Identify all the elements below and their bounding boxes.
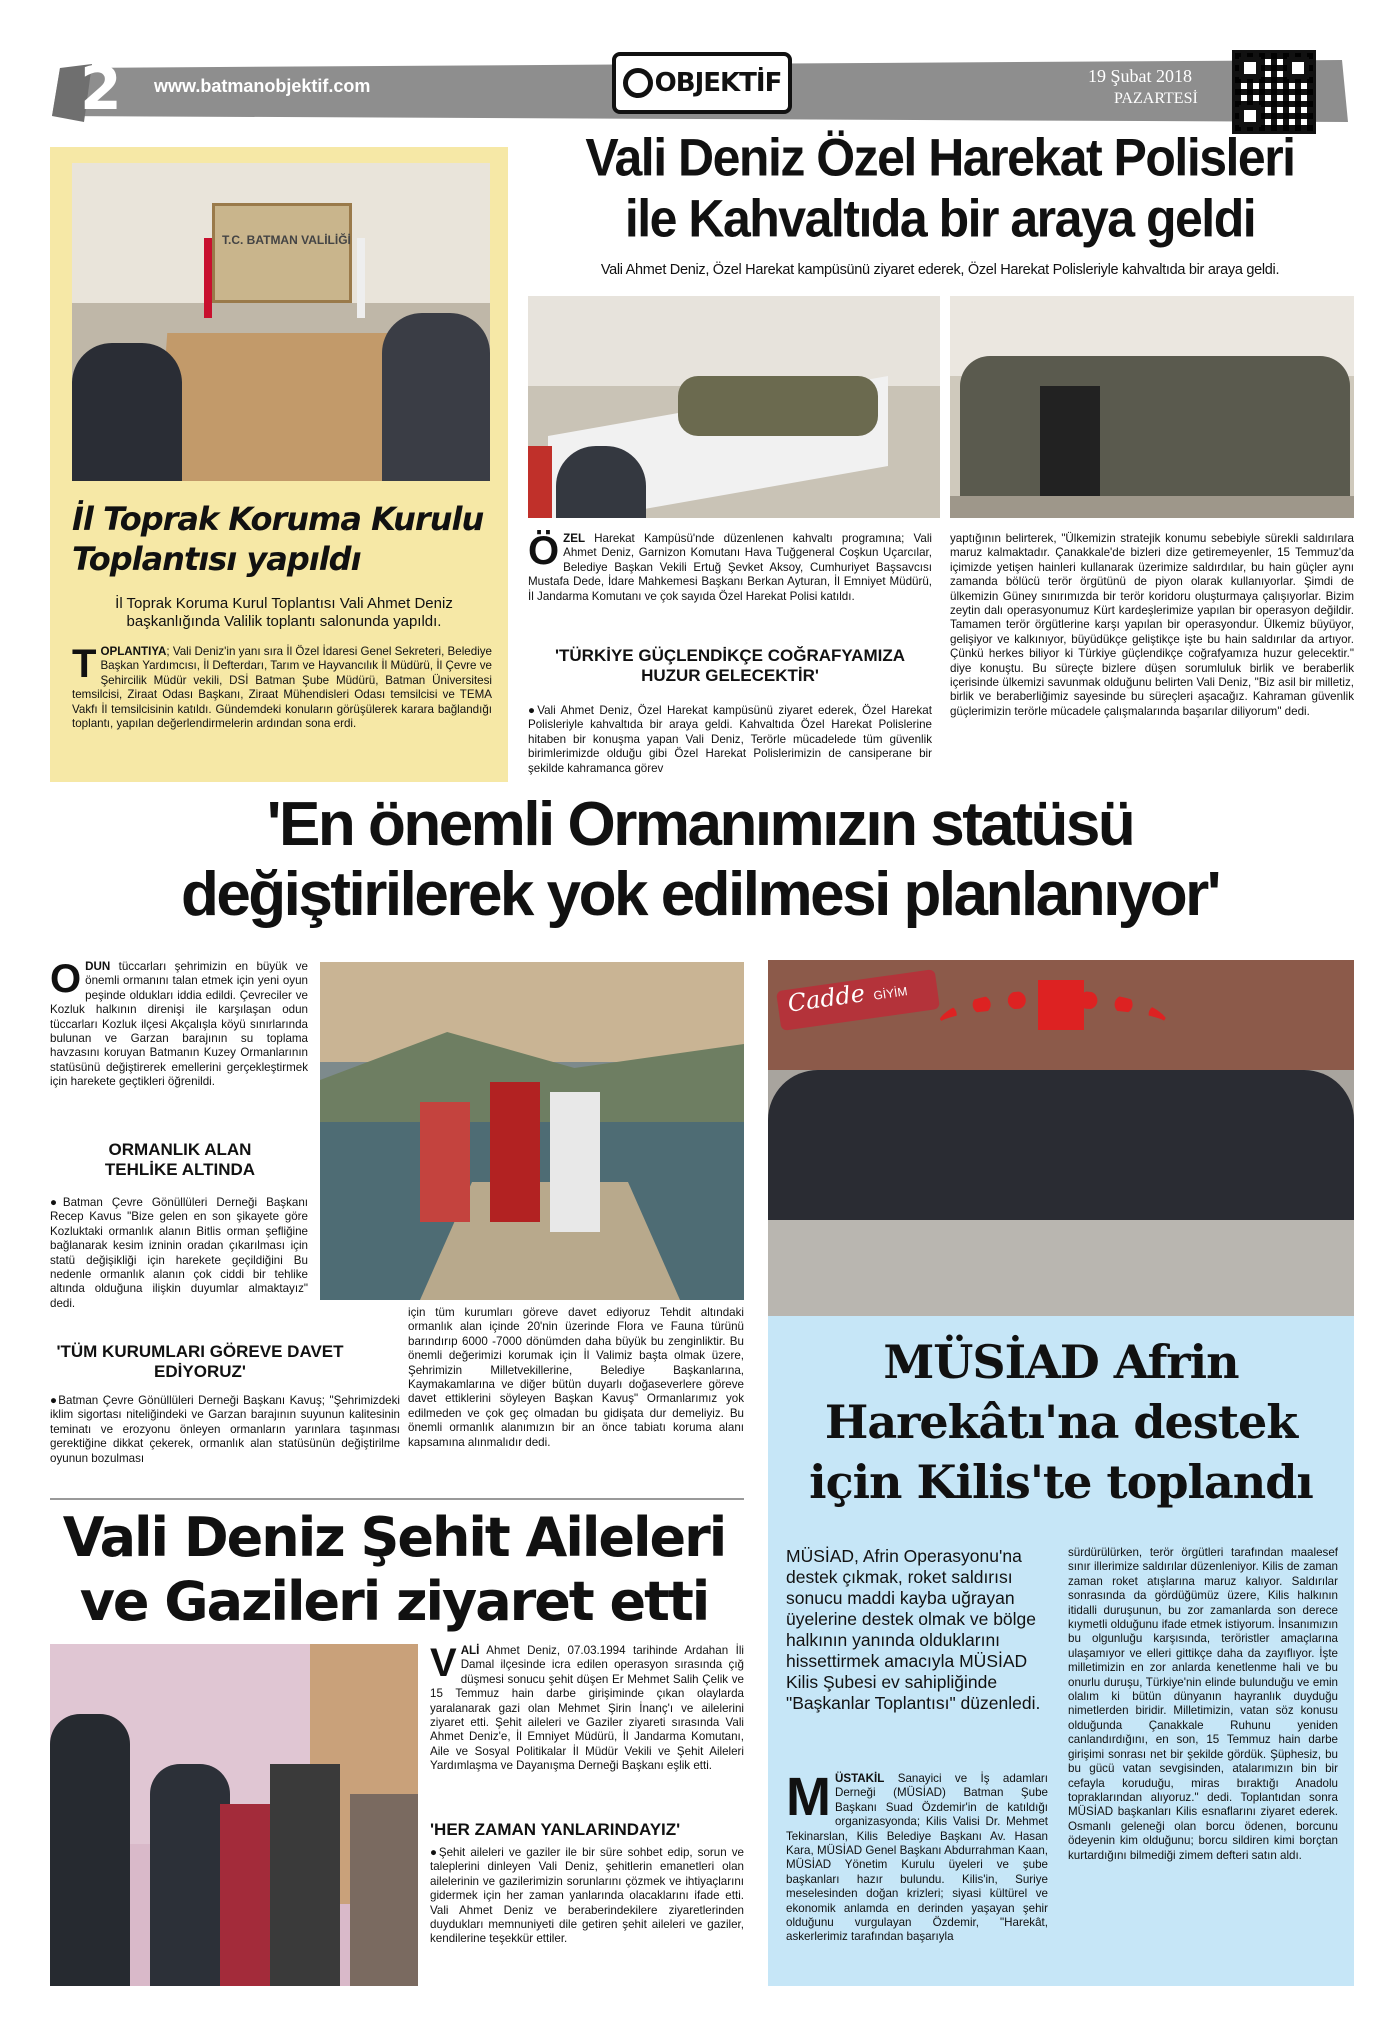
toprak-headline: İl Toprak Koruma Kurulu Toplantısı yapıldı <box>72 500 484 578</box>
toprak-meeting-photo <box>72 163 490 481</box>
toprak-body: TOPLANTIYA; Vali Deniz'in yanı sıra İl Özel İdaresi Genel Sekreteri, Belediye Başkan Yardımcısı, İl Defterdarı, Tarım ve Hayvancılık İl Müdürü, İl Çevre ve Şehircilik Müdür vekili, DSİ Batman Şube Müdürü, Batman Üniversitesi temsilcisi, Ziraat Odası Başkanı, Ziraat Mühendisleri Odası temsilcisi ve TEMA Vakfı İl temsilcisinin katıldı. Gündemdeki konuların görüşülerek karara bağlandığı toplantı, yapılan değerlendirmelerin ardından sona erdi. <box>72 642 492 731</box>
ozel-body2: yaptığının belirterek, "Ülkemizin stratejik konumu sebebiyle sürekli saldırılara maruz kalmaktadır. Çanakkale'de bizleri dize getiremeyenler, 15 Temmuz'da içimizde yetişen hainleri kullanarak üzerimize saldırdılar, bu hain güçler aynı zamanda bölücü terör örgütünü de piyon olarak kullanıyorlar. Şimdi de ülkemizin Güney sınırımızda bir terör koridoru oluşturmaya çalışıyorlar. Bizim zeytin dalı operasyonumuz Kürt kardeşlerimize yapılan bir operasyon değildir. Tamamen terör örgütlerine karşı yapılan bir operasyondur. Ülkemiz büyüyor, gelişiyor ve kalkınıyor, büyüdükçe geliştikçe işte bu hain saldırılar da artıyor. Çünkü herkes biliyor ki Türkiye güçlendikçe coğrafyamıza huzur gelecektir." diye konuştu. Bu süreçte bizlere düşen sorumluluk birlik ve beraberlik içerisinde ülkemizi savunmak olduğunu belirten Vali Deniz, "Biz asil bir milletiz, birlik ve beraberliğimiz sayesinde bu süreçleri aşacağız. Kahraman güvenlik güçlerimizin terörle mücadele çalışmalarında başarılar diliyorum" dedi. <box>950 532 1354 718</box>
sehit-headline: Vali Deniz Şehit Aileleri ve Gazileri ziyaret etti <box>62 1506 726 1633</box>
ozel-body1: ● Vali Ahmet Deniz, Özel Harekat kampüsünü ziyaret ederek, Özel Harekat Polisleriyle kahvaltıda bir araya geldi. Kahvaltıda Özel Harekat Polislerine hitaben bir konuşma yapan Vali Deniz, Terörle mücadelede tüm güvenlik birimlerimizde olduğu gibi Özel Harekat Polislerimizin de cansiperane bir şekilde kahramanca görev <box>528 704 932 776</box>
orman-body1: ● Batman Çevre Gönüllüleri Derneği Başkanı Recep Kavus "Bize gelen en son şikayete göre Kozluktaki ormanlık alanın Bitlis orman şefliğine bağlanarak kesim izninin oradan çıkarılması için statü değişikliği için harekete geçildiğini Bu nedenle ormanlık alanın çok ciddi bir tehlike altında olduğuna ilişkin duyumlar almaktayız" dedi. <box>50 1196 308 1311</box>
page-number: 2 <box>80 54 122 124</box>
musiad-body2: sürdürülürken, terör örgütleri tarafından maalesef sınır illerimize saldırılar düzenleniyor. Kilis de zaman zaman roket atışlarına maruz kalıyor. Saldırılar sonrasında da gördüğümüz üzere, Kilis halkının itidalli duruşunun, bu zor zamanlarda son derece kıymetli olduğunu ifade etmek istiyorum. İnsanımızın bu olgunluğu karşısında, teröristler amaçlarına ulaşamıyor ve elleri gittikçe daha da zayıflıyor. İşte milletimizin en zor anlarda kenetlenme hali ve bu onurlu duruşu, Türkiye'nin elinde bulunduğu ve emin olalım ki bütün dünyanın hayranlık duyduğu nimetlerden biridir. Milletimizin, vatan söz konusu olduğunda Çanakkale Ruhunu yeniden canlandırdığını, en son, 15 Temmuz hain darbe girişimi sonrası net bir şekilde gördük. Şüphesiz, bu bu gücü vatan sevgisinden, atalarımızın bin bir cefayla koruduğu, miras bıraktığı Anadolu topraklarından alıyoruz." dedi. Toplantıdan sonra MÜSİAD başkanları Kilis esnaflarını ziyaret ederek. Osmanlı geleneği olan borcu ödenen, borcunu ödeyenin kim olduğunu; borcu sildiren kimi borçtan kurtardığını bilmediği zimem defteri satın aldı. <box>1068 1546 1338 1862</box>
orman-lake-photo <box>320 962 744 1300</box>
orman-lead-body: ODUN tüccarları şehrimizin en büyük ve önemli ormanını talan etmek için yeni oyun peşinde oldukları iddia edildi. Çevreciler ve Kozluk halkının direnişi ile karşılaşan odun tüccarları Kozluk ilçesi Akçalışla köyü sınırlarında bulunan ve Garzan barajının su toplama havzasını koruyan Batmanın Kuzey Ormanlarının statüsünü değiştirerek emellerini gerçekleştirmek için harekete geçtikleri öğrenildi. <box>50 957 308 1089</box>
ozel-group-photo <box>950 296 1354 518</box>
sehit-body1: ● Şehit aileleri ve gaziler ile bir süre sohbet edip, sorun ve taleplerini dinleyen Vali Deniz, şehitlerin emanetleri olan ailelerinin ve gazilerimizin sorunlarını çözmek ve ihtiyaçlarını gidermek için her zaman yanlarında olacaklarını ifade etti. Vali Ahmet Deniz ve beraberindekilere ziyaretlerinden duydukları memnuniyeti dile getiren şehit aileleri ve gaziler, kendilerine teşekkür ettiler. <box>430 1846 744 1947</box>
logo-text: OBJEKTİF <box>654 68 782 98</box>
orman-subheading2: 'TÜM KURUMLARI GÖREVE DAVET EDİYORUZ' <box>56 1342 344 1381</box>
ozel-headline: Vali Deniz Özel Harekat Polisleri ile Kahvaltıda bir araya geldi <box>585 128 1295 248</box>
orman-headline: 'En önemli Ormanımızın statüsü değiştirilerek yok edilmesi planlanıyor' <box>180 790 1220 929</box>
musiad-headline: MÜSİAD Afrin Harekâtı'na destek için Kilis'te toplandı <box>809 1335 1313 1509</box>
sehit-lead-body: VALİ Ahmet Deniz, 07.03.1994 tarihinde Ardahan İli Damal ilçesinde icra edilen operasyon sırasında çığ düşmesi sonucu şehit düşen Er Mehmet Salih Çelik ve 15 Temmuz hain darbe girişiminde çıkan olaylarda yaralanarak gazi olan Mehmet Şirin İnanç'ı ve ailelerini ziyaret etti. Şehit aileleri ve Gaziler ziyareti sırasında Vali Ahmet Deniz'e, İl Emniyet Müdürü, İl Jandarma Komutanı, Aile ve Sosyal Politikalar İl Müdür Vekili ve Şehit Aileleri Yardımlaşma ve Dayanışma Derneği Başkanı eşlik etti. <box>430 1641 744 1773</box>
musiad-lead-body: MÜSTAKİL Sanayici ve İş adamları Derneği (MÜSİAD) Batman Şube Başkanı Suad Özdemir'in de katıldığı organizasyonda; Kilis Valisi Dr. Mehmet Tekinarslan, Kilis Belediye Başkanı Av. Hasan Kara, MÜSİAD Genel Başkanı Abdurrahman Kaan, MÜSİAD Yönetim Kurulu üyeleri ve şube başkanları hazır bulundu. Kilis'in, Suriye meselesinden doğan krizleri; siyasi kültürel ve ekonomik anlamda en derinden yaşayan şehir olduğunu vurgulayan Özdemir, "Harekât, askerlerimiz tarafından başarıyla <box>786 1767 1048 1944</box>
sehit-divider <box>50 1498 744 1500</box>
sehit-subheading: 'HER ZAMAN YANLARINDAYIZ' <box>430 1820 681 1839</box>
orman-body3: için tüm kurumları göreve davet ediyoruz Tehdit altındaki ormanlık alan içinde 20'nin üzerinde Flora ve Fauna türünü barındırıp 6000 -7000 dönümden daha büyük bu zenginliktir. Bu önemli değerimizi korumak için İl Valimiz başta olmak üzere, Şehrimizin Milletvekillerine, Belediye Başkanlarına, Kaymakamlarına ve diğer bütün duyarlı doğaseverlere göreve davet ettiklerini söyleyen Başkan Kavuş" Ormanlarımız yok edilmeden ve çok geç olmadan bu gidişata dur demeliyiz. Bu önemli ormanlık alanımızın bir an önce tabiatı koruma alanı kapsamına alınmalıdır dedi. <box>408 1306 744 1449</box>
musiad-shop-sign2: GİYİM <box>872 984 909 1003</box>
qr-code-icon <box>1232 50 1316 134</box>
musiad-subhead: MÜSİAD, Afrin Operasyonu'na destek çıkmak, roket saldırısı sonucu maddi kayba uğrayan üyelerine destek olmak ve bölge halkının yanında olduklarını hissettirmek amacıyla MÜSİAD Kilis Şubesi ev sahipliğinde "Başkanlar Toplantısı" düzenledi. <box>786 1546 1041 1713</box>
orman-subheading1: ORMANLIK ALAN TEHLİKE ALTINDA <box>104 1140 256 1179</box>
website-url[interactable]: www.batmanobjektif.com <box>154 76 371 96</box>
ozel-lead-body: ÖZEL Harekat Kampüsü'nde düzenlenen kahvaltı programına; Vali Ahmet Deniz, Garnizon Komutanı Hava Tuğgeneral Coşkun Uçarcılar, Belediye Başkan Vekili Ertuğ Şevket Aksoy, Cumhuriyet Başsavcısı Mustafa Dede, İdare Mahkemesi Başkanı Berkan Ayturan, İl Emniyet Müdürü, İl Jandarma Komutanı ve çok sayıda Özel Harekat Polisi katıldı. <box>528 529 932 603</box>
logo <box>612 52 792 114</box>
issue-date: 19 Şubat 2018 <box>1088 66 1193 86</box>
toprak-photo-sign: T.C. BATMAN VALİLİĞİ <box>222 233 351 247</box>
orman-body2: ● Batman Çevre Gönüllüleri Derneği Başkanı Kavuş; "Şehrimizdeki iklim sigortası niteliğindeki ve Garzan barajının suyunun kalitesinin teminatı ve erozyonu önleyen ormanların yarınlara taşınması gerektiğine dikkat çekerek, ormanlık alan statüsünün değiştirilme oyunun bozulması <box>50 1394 400 1466</box>
ozel-subhead: Vali Ahmet Deniz, Özel Harekat kampüsünü ziyaret ederek, Özel Harekat Polisleriyle kahvaltıda bir araya geldi. <box>600 262 1280 278</box>
ozel-subheading: 'TÜRKİYE GÜÇLENDİKÇE COĞRAFYAMIZA HUZUR GELECEKTİR' <box>554 646 906 685</box>
musiad-group-photo <box>768 960 1354 1316</box>
masthead <box>52 50 1352 130</box>
toprak-article-box <box>50 147 508 782</box>
issue-weekday: PAZARTESİ <box>1114 90 1198 107</box>
logo-ring-icon <box>623 68 653 98</box>
sehit-visit-photo <box>50 1644 418 1986</box>
ozel-breakfast-photo <box>528 296 940 518</box>
musiad-article-box <box>768 960 1354 1986</box>
toprak-subhead: İl Toprak Koruma Kurul Toplantısı Vali Ahmet Deniz başkanlığında Valilik toplantı salonunda yapıldı. <box>115 595 453 630</box>
musiad-shop-sign1: Cadde <box>785 979 867 1018</box>
